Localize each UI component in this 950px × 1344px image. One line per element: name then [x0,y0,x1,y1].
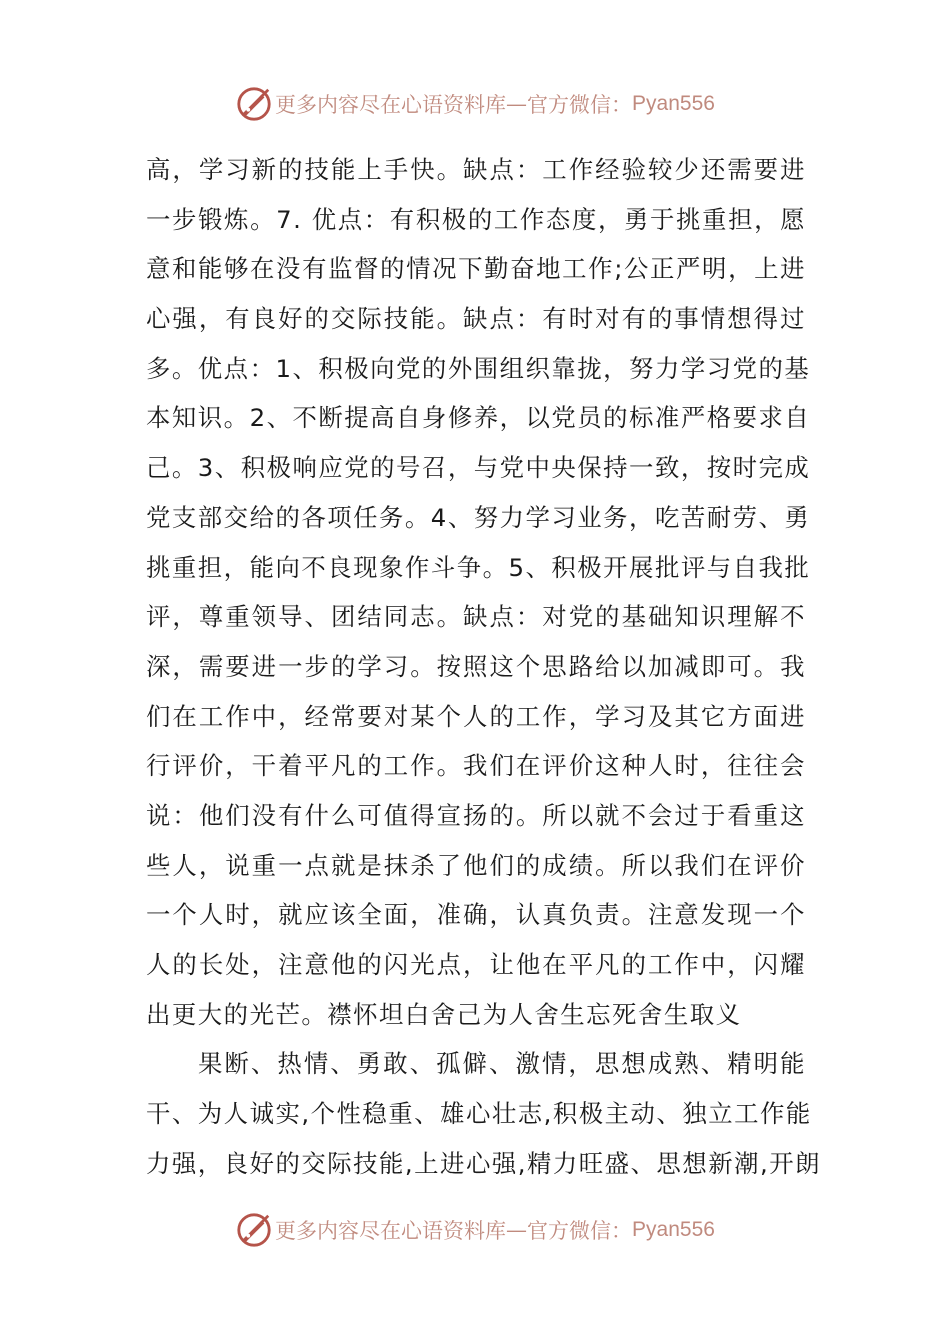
text-line: 说：他们没有什么可值得宣扬的。所以就不会过于看重这 [146,800,806,830]
pen-nib-icon [235,1211,273,1249]
text-line: 多。优点：1、积极向党的外围组织靠拢，努力学习党的基 [146,353,811,383]
text-line: 本知识。2、不断提高自身修养，以党员的标准严格要求自 [146,403,811,433]
footer-banner [0,1208,950,1252]
paragraph-2-line: 力强，良好的交际技能,上进心强,精力旺盛、思想新潮,开朗 [146,1148,822,1178]
text-line: 挑重担，能向不良现象作斗争。5、积极开展批评与自我批 [146,552,811,582]
text-line: 党支部交给的各项任务。4、努力学习业务，吃苦耐劳、勇 [146,502,811,532]
text-line: 一步锻炼。7. 优点：有积极的工作态度，勇于挑重担，愿 [146,204,806,234]
text-line: 人的长处，注意他的闪光点，让他在平凡的工作中，闪耀 [146,950,806,979]
header-banner [0,82,950,126]
text-line: 意和能够在没有监督的情况下勤奋地工作;公正严明，上进 [146,254,806,284]
text-line: 深，需要进一步的学习。按照这个思路给以加减即可。我 [146,651,806,681]
banner-wechat-label: 官方微信： [527,1219,633,1243]
text-line: 高，学习新的技能上手快。缺点：工作经验较少还需要进 [146,155,806,184]
banner-text: 更多内容尽在心语资料库 [275,1219,507,1243]
banner-wechat-id: Pyan556 [632,1218,715,1241]
text-line: 些人，说重一点就是抹杀了他们的成绩。所以我们在评价 [146,850,806,880]
banner-wechat-id: Pyan556 [632,92,715,115]
text-line: 评，尊重领导、团结同志。缺点：对党的基础知识理解不 [146,602,806,632]
pen-nib-icon [235,85,273,123]
text-line: 行评价，干着平凡的工作。我们在评价这种人时，往往会 [146,751,806,781]
text-line: 心强，有良好的交际技能。缺点：有时对有的事情想得过 [146,304,806,334]
text-line: 们在工作中，经常要对某个人的工作，学习及其它方面进 [146,701,806,731]
paragraph-2-line: 干、为人诚实,个性稳重、雄心壮志,积极主动、独立工作能 [146,1099,812,1129]
text-line: 出更大的光芒。襟怀坦白舍己为人舍生忘死舍生取义 [146,999,742,1029]
banner-separator: — [506,92,528,116]
text-line: 己。3、积极响应党的号召，与党中央保持一致，按时完成 [146,453,811,483]
banner-text: 更多内容尽在心语资料库 [275,93,507,117]
text-line: 一个人时，就应该全面，准确，认真负责。注意发现一个 [146,900,806,930]
document-body [146,145,822,1188]
banner-separator: — [506,1218,528,1242]
paragraph-2-line: 果断、热情、勇敢、孤僻、激情，思想成熟、精明能 [198,1049,806,1079]
banner-wechat-label: 官方微信： [527,93,633,117]
